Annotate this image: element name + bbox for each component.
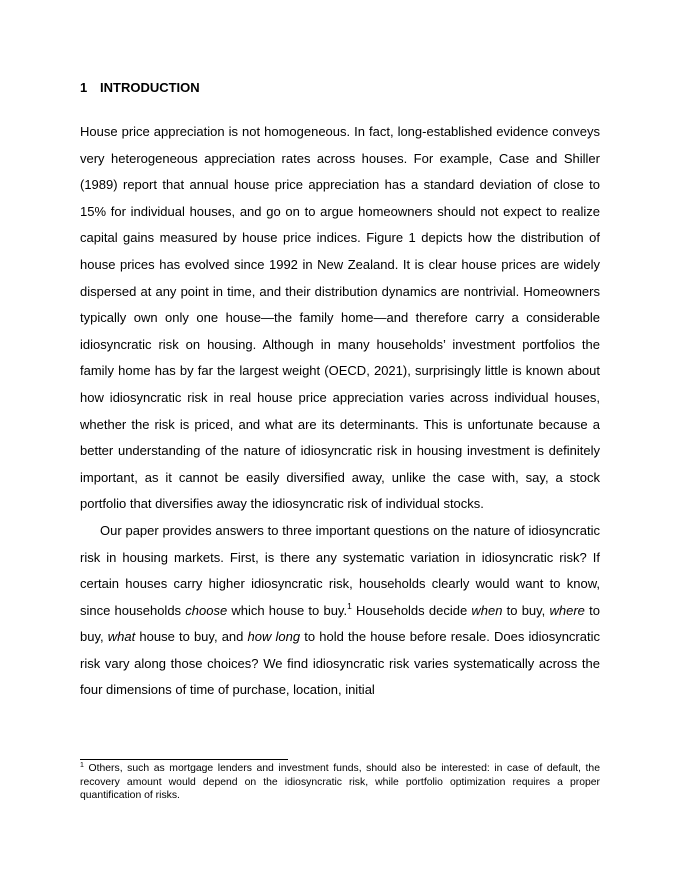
- section-title: INTRODUCTION: [100, 80, 200, 95]
- footnote-text: Others, such as mortgage lenders and investment funds, should also be interested: in case of default, the recovery amount would depend on the idiosyncratic risk, while portfolio optimization requires a proper quantification of risks.: [80, 763, 600, 802]
- emphasis-how-long: how long: [247, 629, 301, 645]
- section-number: 1: [80, 80, 88, 95]
- paragraph-2-text: to buy,: [80, 602, 600, 645]
- paragraph-2-text: house to buy, and: [135, 629, 248, 645]
- emphasis-where: where: [549, 602, 585, 618]
- section-heading: [80, 80, 200, 96]
- footnote-mark: 1: [80, 762, 84, 769]
- paragraph-2: [80, 518, 600, 704]
- paragraph-2-text: Households decide: [351, 602, 472, 618]
- paragraph-2-text: to hold the house before resale. Does idiosyncratic risk vary along those choices? We find idiosyncratic risk varies systematically across the four dimensions of time of purchase, location, initial: [80, 629, 600, 698]
- emphasis-choose: choose: [185, 602, 228, 618]
- footnote: [80, 762, 600, 803]
- body-text: [80, 119, 600, 704]
- paragraph-2-text: which house to buy.: [227, 602, 348, 618]
- footnote-reference[interactable]: 1: [347, 600, 352, 611]
- paragraph-1: House price appreciation is not homogeneous. In fact, long-established evidence conveys very heterogeneous appreciation rates across houses. For example, Case and Shiller (1989) report that annual house price appreciation has a standard deviation of close to 15% for individual houses, and go on to argue homeowners should not expect to realize capital gains measured by house price indices. Figure 1 depicts how the distribution of house prices has evolved since 1992 in New Zealand. It is clear house prices are widely dispersed at any point in time, and their distribution dynamics are nontrivial. Homeowners typically own only one house—the family home—and therefore carry a considerable idiosyncratic risk on housing. Although in many households’ investment portfolios the family home has by far the largest weight (OECD, 2021), surprisingly little is known about how idiosyncratic risk in real house price appreciation varies across individual houses, whether the risk is priced, and what are its determinants. This is unfortunate because a better understanding of the nature of idiosyncratic risk in housing investment is definitely important, as it cannot be easily diversified away, unlike the case with, say, a stock portfolio that diversifies away the idiosyncratic risk of individual stocks.: [80, 124, 600, 512]
- paragraph-2-text: Our paper provides answers to three important questions on the nature of idiosyncratic risk in housing markets. First, is there any systematic variation in idiosyncratic risk? If certain houses carry higher idiosyncratic risk, households clearly would want to know, since households: [80, 522, 600, 618]
- paragraph-2-text: to buy,: [502, 602, 550, 618]
- footnote-divider: [80, 759, 288, 760]
- emphasis-when: when: [471, 602, 503, 618]
- emphasis-what: what: [107, 629, 136, 645]
